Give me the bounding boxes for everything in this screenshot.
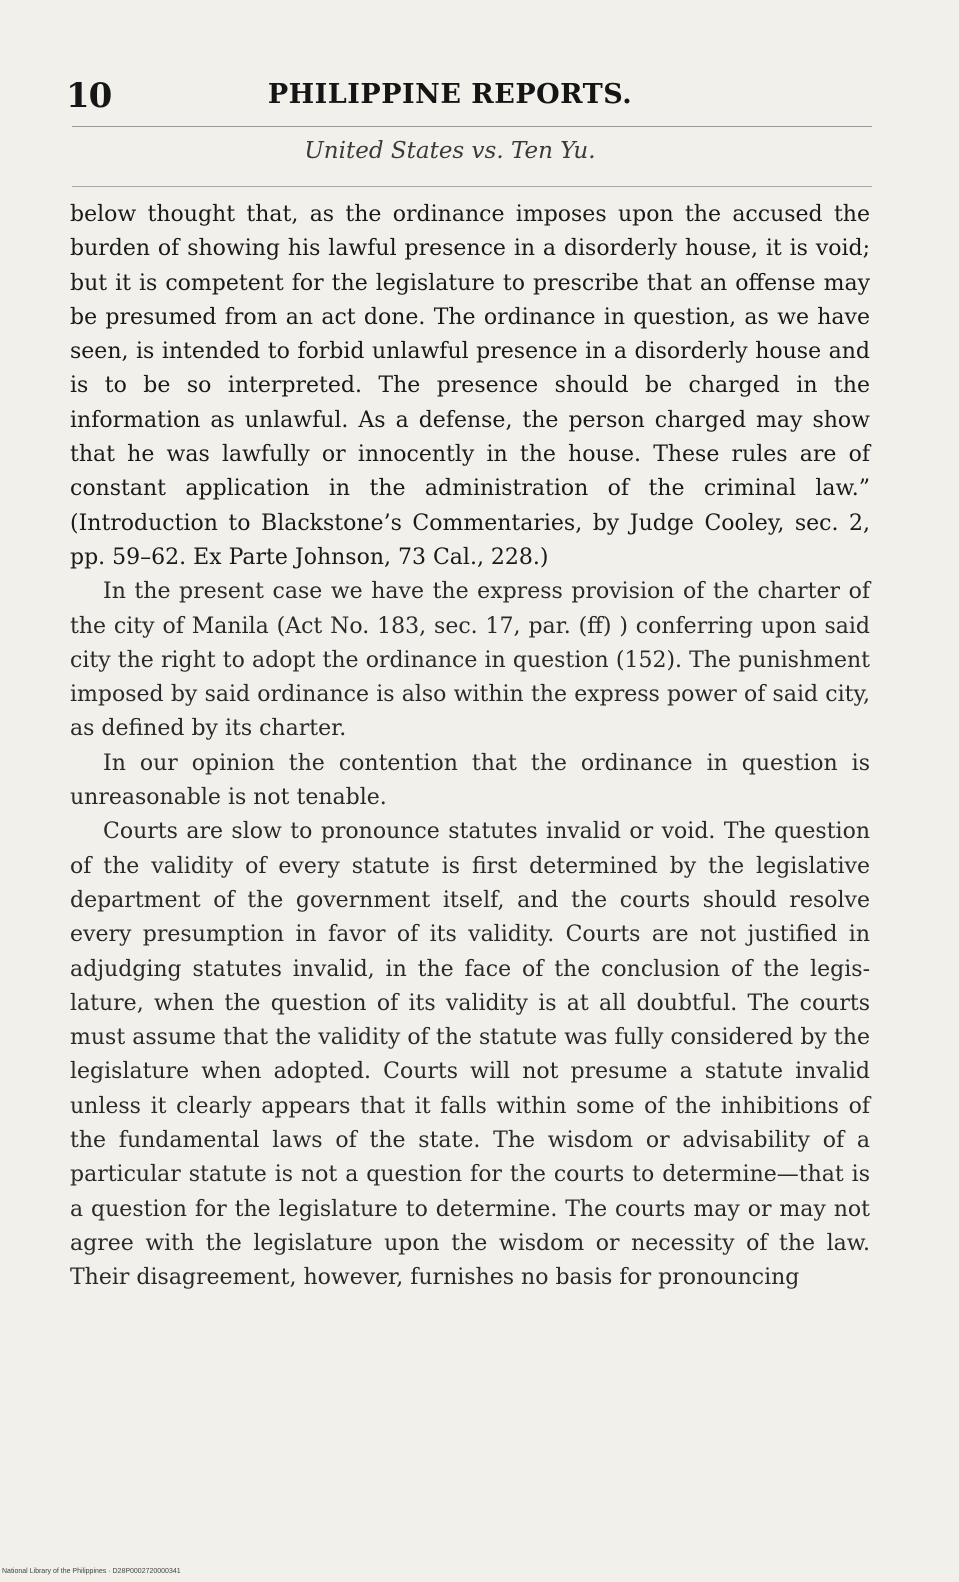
running-head: PHILIPPINE REPORTS. <box>267 79 633 110</box>
header-rule <box>72 126 872 127</box>
scan-source-footer: National Library of the Philippines · D28P0002720000341 <box>2 1568 181 1575</box>
paragraph-continuation: below thought that, as the ordinance imposes upon the accused the burden of showing his lawful presence in a disorderly house, it is void; but it is competent for the legislature to prescribe that an offense may be presumed from an act done. The ordinance in question, as we have seen, is intended to forbid unlawful presence in a disorderly house and is to be so interpreted. The presence should be charged in the information as unlawful. As a defense, the person charged may show that he was lawfully or innocently in the house. These rules are of constant application in the administration of the criminal law.” (Introduction to Blackstone’s Commentaries, by Judge Cooley, sec. 2, pp. 59–62. Ex Parte Johnson, 73 Cal., 228.) <box>70 202 870 570</box>
case-title-rule <box>72 186 872 187</box>
body-text <box>70 198 870 1296</box>
page-number: 10 <box>66 76 112 116</box>
paragraph-validity-of-statutes: Courts are slow to pronounce statutes invalid or void. The question of the validity of every statute is first determined by the legislative department of the government itself, and the courts should resolve every presumption in favor of its validity. Courts are not justified in adjudging statutes invalid, in the face of the conclusion of the legislature, when the question of its validity is at all doubtful. The courts must assume that the validity of the statute was fully considered by the legislature when adopted. Courts will not presume a statute invalid unless it clearly appears that it falls within some of the inhibitions of the fundamental laws of the state. The wisdom or advisability of a particular statute is not a question for the courts to determine—that is a question for the legislature to determine. The courts may or may not agree with the legislature upon the wisdom or necessity of the law. Their disagreement, however, furnishes no basis for pronouncing <box>70 819 870 1291</box>
paragraph-charter-provision: In the present case we have the express provision of the charter of the city of Manila (Act No. 183, sec. 17, par. (ff) ) conferring upon said city the right to adopt the ordinance in question (152). The punishment imposed by said ordinance is also within the express power of said city, as defined by its charter. <box>70 579 870 742</box>
case-title: United States vs. Ten Yu. <box>304 138 596 164</box>
paragraph-opinion: In our opinion the contention that the ordinance in question is unreasonable is not tenable. <box>70 750 870 811</box>
